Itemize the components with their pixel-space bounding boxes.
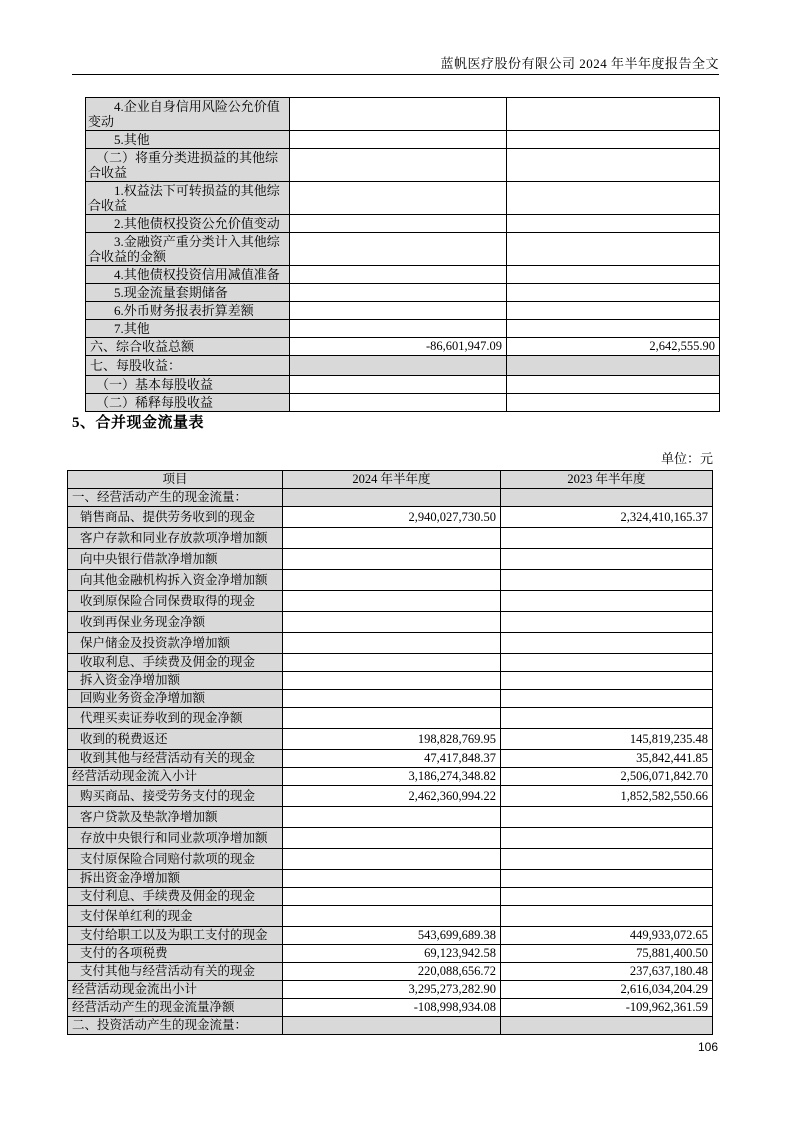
value-2024: [283, 612, 501, 633]
column-header-2023: 2023 年半年度: [501, 471, 713, 489]
row-label: 5.其他: [86, 131, 290, 149]
table-row: [86, 338, 720, 356]
value-2024: 47,417,848.37: [283, 750, 501, 768]
value-2024: [283, 888, 501, 906]
value-2023: [507, 320, 720, 338]
value-2024: [283, 654, 501, 672]
value-2024: [290, 394, 507, 412]
table-row: [68, 570, 713, 591]
row-label: 支付的各项税费: [68, 945, 283, 963]
value-2024: [283, 807, 501, 828]
row-label: 回购业务资金净增加额: [68, 690, 283, 708]
value-2024: [283, 906, 501, 927]
value-2023: [501, 654, 713, 672]
value-2023: [501, 708, 713, 729]
value-2023: [501, 549, 713, 570]
value-2023: [501, 672, 713, 690]
column-header-2024: 2024 年半年度: [283, 471, 501, 489]
value-2024: [290, 376, 507, 394]
value-2024: [290, 233, 507, 266]
value-2023: [507, 182, 720, 215]
row-label: 支付保单红利的现金: [68, 906, 283, 927]
table-row: [68, 591, 713, 612]
row-label: 收到其他与经营活动有关的现金: [68, 750, 283, 768]
row-label: 存放中央银行和同业款项净增加额: [68, 828, 283, 849]
value-2024: [283, 690, 501, 708]
row-label: 经营活动现金流入小计: [68, 768, 283, 786]
row-label: （二）稀释每股收益: [86, 394, 290, 412]
header-rule: [72, 74, 719, 75]
table-row: [86, 266, 720, 284]
value-2023: [501, 612, 713, 633]
table-row: [86, 149, 720, 182]
row-label: 一、经营活动产生的现金流量：: [68, 489, 283, 507]
unit-label: 单位：元: [660, 451, 713, 466]
value-2023: 145,819,235.48: [501, 729, 713, 750]
row-label: 支付给职工以及为职工支付的现金: [68, 927, 283, 945]
row-label: 5.现金流量套期储备: [86, 284, 290, 302]
table-row: [86, 98, 720, 131]
value-2023: 2,506,071,842.70: [501, 768, 713, 786]
value-2023: [501, 1017, 713, 1035]
row-label: 客户贷款及垫款净增加额: [68, 807, 283, 828]
cash-flow-table-body: [68, 471, 713, 1035]
row-label: 收取利息、手续费及佣金的现金: [68, 654, 283, 672]
table-row: [68, 828, 713, 849]
table-row: [86, 131, 720, 149]
value-2024: [283, 828, 501, 849]
value-2023: [501, 870, 713, 888]
row-label: 收到的税费返还: [68, 729, 283, 750]
value-2024: [283, 849, 501, 870]
row-label: 二、投资活动产生的现金流量：: [68, 1017, 283, 1035]
value-2024: [283, 489, 501, 507]
table-row: [68, 927, 713, 945]
row-label: 收到原保险合同保费取得的现金: [68, 591, 283, 612]
row-label: 销售商品、提供劳务收到的现金: [68, 507, 283, 528]
row-label: 支付原保险合同赔付款项的现金: [68, 849, 283, 870]
table-row: [86, 182, 720, 215]
value-2023: [507, 98, 720, 131]
value-2024: 69,123,942.58: [283, 945, 501, 963]
row-label: 2.其他债权投资公允价值变动: [86, 215, 290, 233]
table-row: [68, 708, 713, 729]
table-row: [86, 376, 720, 394]
cash-flow-header-row: [68, 471, 713, 489]
table-row: [68, 612, 713, 633]
value-2023: [507, 284, 720, 302]
table-row: [68, 807, 713, 828]
table-row: [68, 870, 713, 888]
value-2024: -86,601,947.09: [290, 338, 507, 356]
value-2023: [501, 570, 713, 591]
row-label: 6.外币财务报表折算差额: [86, 302, 290, 320]
row-label: 七、每股收益：: [86, 356, 290, 376]
value-2024: [290, 320, 507, 338]
table-row: [86, 356, 720, 376]
value-2024: [283, 549, 501, 570]
value-2023: [507, 233, 720, 266]
row-label: 4.企业自身信用风险公允价值变动: [86, 98, 290, 131]
table-row: [68, 507, 713, 528]
value-2024: [290, 356, 507, 376]
value-2024: [290, 215, 507, 233]
table-row: [68, 549, 713, 570]
table-row: [68, 768, 713, 786]
value-2024: [283, 1017, 501, 1035]
cash-flow-table: [67, 470, 713, 1035]
row-label: 3.金融资产重分类计入其他综合收益的金额: [86, 233, 290, 266]
value-2024: 3,186,274,348.82: [283, 768, 501, 786]
row-label: 向中央银行借款净增加额: [68, 549, 283, 570]
table-row: [68, 729, 713, 750]
value-2023: [501, 888, 713, 906]
value-2024: [283, 633, 501, 654]
table-row: [68, 786, 713, 807]
value-2023: [501, 807, 713, 828]
table-row: [68, 528, 713, 549]
table-row: [68, 945, 713, 963]
row-label: 代理买卖证券收到的现金净额: [68, 708, 283, 729]
value-2023: [507, 131, 720, 149]
value-2024: [283, 708, 501, 729]
column-header-item: 项目: [68, 471, 283, 489]
table-row: [68, 690, 713, 708]
row-label: 购买商品、接受劳务支付的现金: [68, 786, 283, 807]
value-2024: 3,295,273,282.90: [283, 981, 501, 999]
row-label: 4.其他债权投资信用减值准备: [86, 266, 290, 284]
table-row: [68, 672, 713, 690]
comprehensive-income-table: [85, 97, 720, 412]
value-2024: [290, 284, 507, 302]
value-2023: [507, 394, 720, 412]
report-header-title: 蓝帆医疗股份有限公司 2024 年半年度报告全文: [440, 56, 719, 71]
table-row: [86, 320, 720, 338]
table-row: [68, 888, 713, 906]
row-label: 客户存款和同业存放款项净增加额: [68, 528, 283, 549]
value-2024: 220,088,656.72: [283, 963, 501, 981]
value-2023: 75,881,400.50: [501, 945, 713, 963]
value-2023: -109,962,361.59: [501, 999, 713, 1017]
table-row: [86, 215, 720, 233]
value-2024: 2,940,027,730.50: [283, 507, 501, 528]
page-number: 106: [697, 1040, 718, 1054]
value-2024: [290, 266, 507, 284]
row-label: 7.其他: [86, 320, 290, 338]
value-2023: 2,642,555.90: [507, 338, 720, 356]
table-row: [86, 394, 720, 412]
value-2023: 2,616,034,204.29: [501, 981, 713, 999]
row-label: 支付利息、手续费及佣金的现金: [68, 888, 283, 906]
table-row: [68, 963, 713, 981]
value-2024: [283, 672, 501, 690]
table-row: [68, 633, 713, 654]
value-2024: [290, 182, 507, 215]
row-label: 保户储金及投资款净增加额: [68, 633, 283, 654]
value-2023: [507, 376, 720, 394]
value-2024: [283, 528, 501, 549]
value-2024: [290, 131, 507, 149]
row-label: 经营活动产生的现金流量净额: [68, 999, 283, 1017]
table-row: [68, 654, 713, 672]
table-row: [68, 981, 713, 999]
value-2023: [501, 906, 713, 927]
table-row: [86, 233, 720, 266]
value-2023: [507, 149, 720, 182]
row-label: 拆入资金净增加额: [68, 672, 283, 690]
value-2024: 2,462,360,994.22: [283, 786, 501, 807]
value-2023: [507, 215, 720, 233]
row-label: （二）将重分类进损益的其他综合收益: [86, 149, 290, 182]
section-title: 5、合并现金流量表: [72, 415, 205, 431]
value-2023: [507, 302, 720, 320]
value-2024: 198,828,769.95: [283, 729, 501, 750]
row-label: 1.权益法下可转损益的其他综合收益: [86, 182, 290, 215]
table-row: [68, 906, 713, 927]
comprehensive-income-table-body: [86, 98, 720, 412]
table-row: [68, 1017, 713, 1035]
value-2024: -108,998,934.08: [283, 999, 501, 1017]
value-2024: [283, 591, 501, 612]
table-row: [86, 284, 720, 302]
value-2024: [290, 302, 507, 320]
table-row: [68, 999, 713, 1017]
table-row: [86, 302, 720, 320]
value-2023: 1,852,582,550.66: [501, 786, 713, 807]
value-2023: 237,637,180.48: [501, 963, 713, 981]
value-2023: [501, 633, 713, 654]
row-label: 六、综合收益总额: [86, 338, 290, 356]
value-2023: 449,933,072.65: [501, 927, 713, 945]
value-2023: 2,324,410,165.37: [501, 507, 713, 528]
value-2023: 35,842,441.85: [501, 750, 713, 768]
row-label: 拆出资金净增加额: [68, 870, 283, 888]
value-2023: [507, 356, 720, 376]
row-label: 向其他金融机构拆入资金净增加额: [68, 570, 283, 591]
row-label: 支付其他与经营活动有关的现金: [68, 963, 283, 981]
value-2023: [501, 849, 713, 870]
value-2024: [290, 149, 507, 182]
table-row: [68, 849, 713, 870]
value-2023: [501, 591, 713, 612]
table-row: [68, 489, 713, 507]
value-2023: [501, 489, 713, 507]
row-label: 经营活动现金流出小计: [68, 981, 283, 999]
value-2023: [501, 690, 713, 708]
value-2023: [501, 528, 713, 549]
value-2024: [283, 870, 501, 888]
row-label: 收到再保业务现金净额: [68, 612, 283, 633]
table-row: [68, 750, 713, 768]
value-2024: 543,699,689.38: [283, 927, 501, 945]
value-2024: [290, 98, 507, 131]
row-label: （一）基本每股收益: [86, 376, 290, 394]
value-2023: [507, 266, 720, 284]
value-2023: [501, 828, 713, 849]
value-2024: [283, 570, 501, 591]
